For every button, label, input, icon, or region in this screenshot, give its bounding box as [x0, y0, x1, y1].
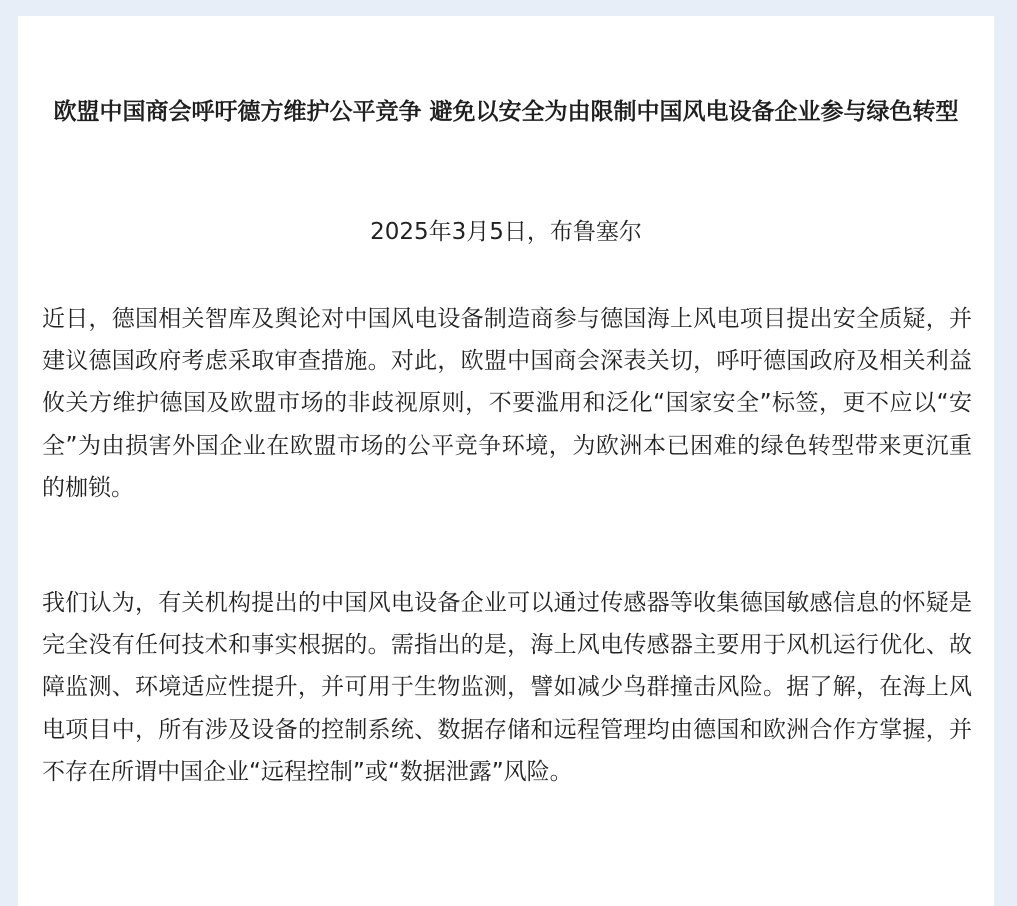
article-paragraph-2: 我们认为，有关机构提出的中国风电设备企业可以通过传感器等收集德国敏感信息的怀疑是完全没有任何技术和事实根据的。需指出的是，海上风电传感器主要用于风机运行优化、故障监测、环境适应性提升，并可用于生物监测，譬如减少鸟群撞击风险。据了解，在海上风电项目中，所有涉及设备的控制系统、数据存储和远程管理均由德国和欧洲合作方掌握，并不存在所谓中国企业“远程控制”或“数据泄露”风险。: [42, 590, 972, 785]
article-dateline: 2025年3月5日，布鲁塞尔: [370, 219, 642, 245]
article-paragraph-1: 近日，德国相关智库及舆论对中国风电设备制造商参与德国海上风电项目提出安全质疑，并建议德国政府考虑采取审查措施。对此，欧盟中国商会深表关切，呼吁德国政府及相关利益攸关方维护德国及欧盟市场的非歧视原则，不要滥用和泛化“国家安全”标签，更不应以“安全”为由损害外国企业在欧盟市场的公平竞争环境，为欧洲本已困难的绿色转型带来更沉重的枷锁。: [42, 306, 972, 501]
article-title: 欧盟中国商会呼吁德方维护公平竞争 避免以安全为由限制中国风电设备企业参与绿色转型: [53, 99, 959, 125]
article-page: [18, 16, 994, 906]
